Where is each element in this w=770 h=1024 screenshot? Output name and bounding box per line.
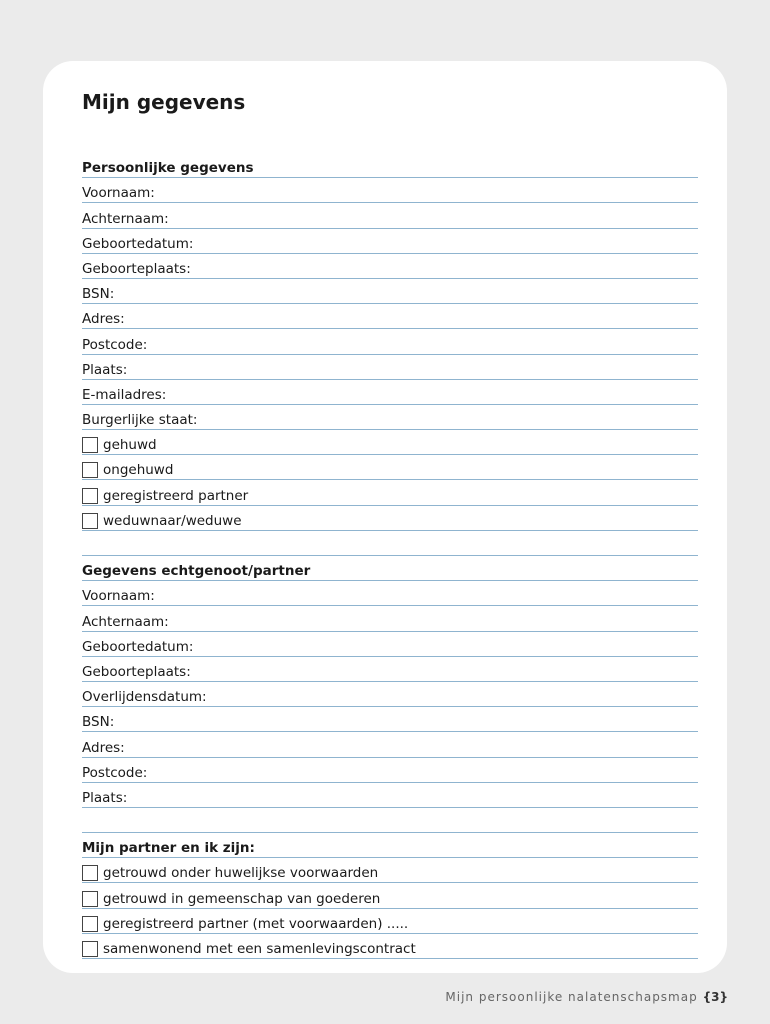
- option-geregistreerd-partner-voorwaarden[interactable]: geregistreerd partner (met voorwaarden) .....: [82, 909, 698, 934]
- option-gehuwd[interactable]: gehuwd: [82, 430, 698, 455]
- option-weduwnaar-weduwe[interactable]: weduwnaar/weduwe: [82, 506, 698, 531]
- page-number: {3}: [702, 990, 728, 1004]
- partner-field-plaats[interactable]: Plaats:: [82, 783, 698, 808]
- partner-field-postcode[interactable]: Postcode:: [82, 758, 698, 783]
- partner-field-voornaam[interactable]: Voornaam:: [82, 581, 698, 606]
- field-geboorteplaats[interactable]: Geboorteplaats:: [82, 254, 698, 279]
- field-burgerlijke-staat: Burgerlijke staat:: [82, 405, 698, 430]
- field-achternaam[interactable]: Achternaam:: [82, 203, 698, 228]
- option-geregistreerd-partner[interactable]: geregistreerd partner: [82, 480, 698, 505]
- section-heading-persoonlijk: Persoonlijke gegevens: [82, 153, 698, 178]
- field-adres[interactable]: Adres:: [82, 304, 698, 329]
- field-geboortedatum[interactable]: Geboortedatum:: [82, 229, 698, 254]
- checkbox[interactable]: [82, 437, 98, 453]
- partner-field-geboorteplaats[interactable]: Geboorteplaats:: [82, 657, 698, 682]
- page-footer: [445, 990, 728, 1004]
- field-plaats[interactable]: Plaats:: [82, 355, 698, 380]
- section-heading-relatie: Mijn partner en ik zijn:: [82, 833, 698, 858]
- field-voornaam[interactable]: Voornaam:: [82, 178, 698, 203]
- field-postcode[interactable]: Postcode:: [82, 329, 698, 354]
- section-heading-partner: Gegevens echtgenoot/partner: [82, 556, 698, 581]
- option-ongehuwd[interactable]: ongehuwd: [82, 455, 698, 480]
- field-emailadres[interactable]: E-mailadres:: [82, 380, 698, 405]
- option-huwelijkse-voorwaarden[interactable]: getrouwd onder huwelijkse voorwaarden: [82, 858, 698, 883]
- partner-field-geboortedatum[interactable]: Geboortedatum:: [82, 632, 698, 657]
- checkbox[interactable]: [82, 488, 98, 504]
- partner-field-bsn[interactable]: BSN:: [82, 707, 698, 732]
- partner-field-adres[interactable]: Adres:: [82, 732, 698, 757]
- footer-text: Mijn persoonlijke nalatenschapsmap: [445, 990, 698, 1004]
- checkbox[interactable]: [82, 462, 98, 478]
- option-samenlevingscontract[interactable]: samenwonend met een samenlevingscontract: [82, 934, 698, 959]
- checkbox[interactable]: [82, 865, 98, 881]
- partner-field-achternaam[interactable]: Achternaam:: [82, 606, 698, 631]
- option-gemeenschap-van-goederen[interactable]: getrouwd in gemeenschap van goederen: [82, 883, 698, 908]
- form: [82, 153, 698, 959]
- checkbox[interactable]: [82, 513, 98, 529]
- blank-line: [82, 531, 698, 556]
- field-bsn[interactable]: BSN:: [82, 279, 698, 304]
- partner-field-overlijdensdatum[interactable]: Overlijdensdatum:: [82, 682, 698, 707]
- page-title: Mijn gegevens: [82, 90, 246, 114]
- checkbox[interactable]: [82, 941, 98, 957]
- blank-line: [82, 808, 698, 833]
- checkbox[interactable]: [82, 891, 98, 907]
- checkbox[interactable]: [82, 916, 98, 932]
